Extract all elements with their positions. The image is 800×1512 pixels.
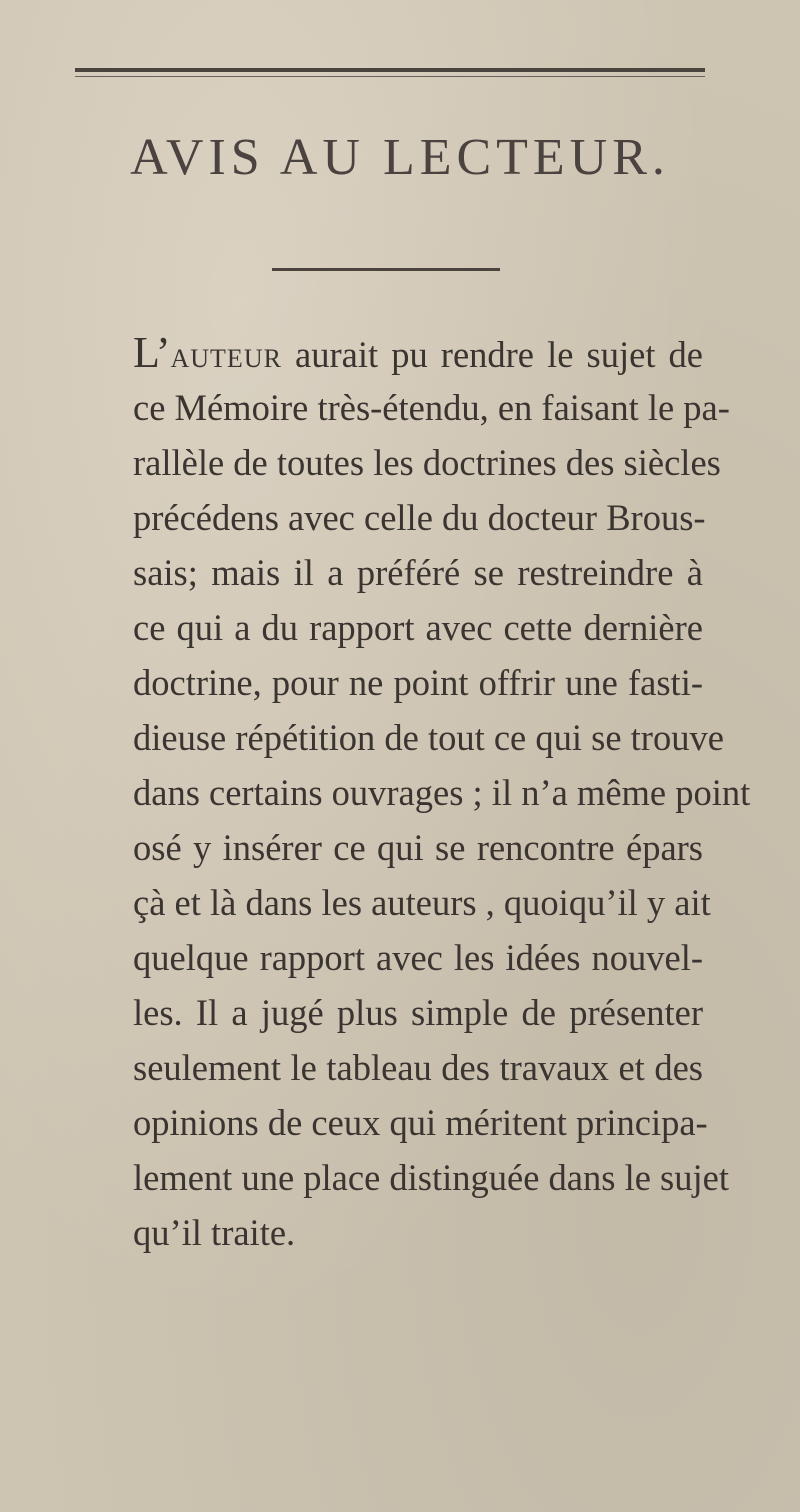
drop-cap: L’ [133, 328, 171, 377]
text-line: çà et là dans les auteurs , quoiqu’il y ait [133, 882, 711, 923]
text-line: lement une place distinguée dans le sujet [133, 1157, 729, 1198]
text-line: seulement le tableau des travaux et des [133, 1047, 703, 1088]
top-rule [75, 68, 705, 72]
text-line: opinions de ceux qui méritent principa- [133, 1102, 708, 1143]
text-line: quelque rapport avec les idées nouvel- [133, 937, 703, 978]
text-line [133, 325, 703, 380]
text-line: les. Il a jugé plus simple de présenter [133, 992, 703, 1033]
text-line: précédens avec celle du docteur Brous- [133, 497, 706, 538]
body-paragraph [133, 325, 751, 1260]
text-line: osé y insérer ce qui se rencontre épars [133, 827, 703, 868]
text-line: ce qui a du rapport avec cette dernière [133, 607, 703, 648]
text-line: dans certains ouvrages ; il n’a même point [133, 772, 751, 813]
first-line-text: aurait pu rendre le sujet de [295, 334, 704, 375]
text-line: ce Mémoire très-étendu, en faisant le pa- [133, 387, 730, 428]
page-title: AVIS AU LECTEUR. [130, 129, 670, 186]
text-line: qu’il traite. [133, 1212, 296, 1253]
text-line: doctrine, pour ne point offrir une fasti- [133, 662, 703, 703]
top-rule-thin [75, 76, 705, 77]
text-line: dieuse répétition de tout ce qui se trouve [133, 717, 724, 758]
text-line: rallèle de toutes les doctrines des siècles [133, 442, 721, 483]
first-word: AUTEUR [170, 344, 282, 373]
title-rule [272, 268, 500, 271]
text-line: sais; mais il a préféré se restreindre à [133, 552, 703, 593]
